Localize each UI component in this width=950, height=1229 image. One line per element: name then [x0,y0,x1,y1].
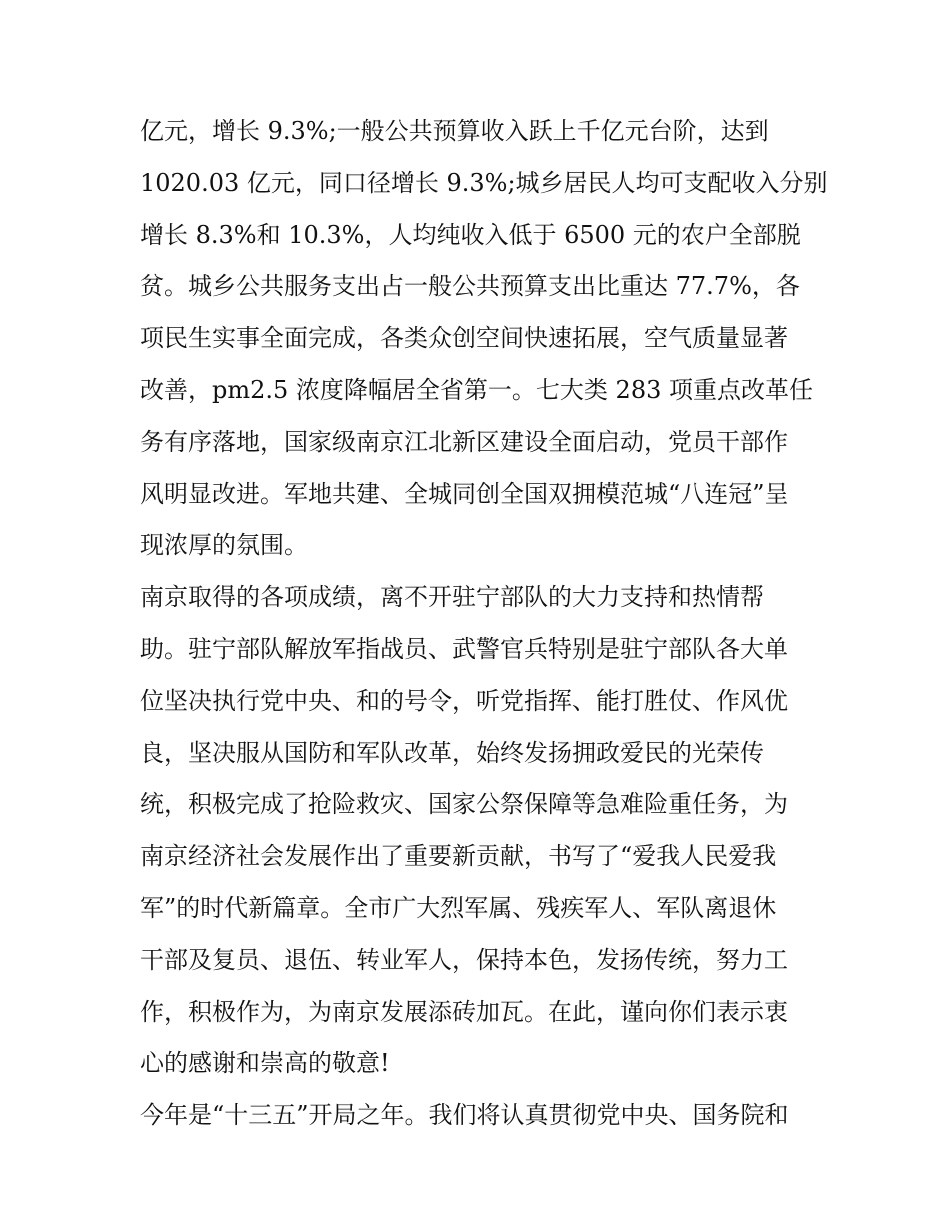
text-line: 心的感谢和崇高的敬意! [140,1049,390,1078]
text-line: 务有序落地，国家级南京江北新区建设全面启动，党员干部作 [140,427,788,456]
paragraph-1 [140,106,828,572]
document-body [140,106,828,1142]
text-line: 亿元，增长 9.3%;一般公共预算收入跃上千亿元台阶，达到 [140,117,769,145]
text-line: 南京取得的各项成绩，离不开驻宁部队的大力支持和热情帮 [140,583,764,612]
text-line: 军”的时代新篇章。全市广大烈军属、残疾军人、军队离退休 [140,893,777,922]
paragraph-2 [140,572,812,1090]
text-line: 1020.03 亿元，同口径增长 9.3%;城乡居民人均可支配收入分别 [140,168,828,197]
text-line: 今年是“十三五”开局之年。我们将认真贯彻党中央、国务院和 [140,1101,789,1130]
text-line: 风明显改进。军地共建、全城同创全国双拥模范城“八连冠”呈 [140,479,789,508]
text-line: 助。驻宁部队解放军指战员、武警官兵特别是驻宁部队各大单 [140,634,788,663]
text-line: 作，积极作为，为南京发展添砖加瓦。在此，谨向你们表示衷 [140,997,788,1026]
text-line: 现浓厚的氛围。 [140,531,308,560]
text-line: 良，坚决服从国防和军队改革，始终发扬拥政爱民的光荣传 [140,738,764,767]
text-line: 项民生实事全面完成，各类众创空间快速拓展，空气质量显著 [140,324,788,353]
text-line: 贫。城乡公共服务支出占一般公共预算支出比重达 77.7%，各 [140,272,800,301]
text-line: 改善，pm2.5 浓度降幅居全省第一。七大类 283 项重点改革任 [140,375,813,404]
text-line: 南京经济社会发展作出了重要新贡献，书写了“爱我人民爱我 [140,842,777,871]
text-line: 统，积极完成了抢险救灾、国家公祭保障等急难险重任务，为 [140,790,788,819]
paragraph-3 [140,1090,812,1142]
text-line: 位坚决执行党中央、和的号令，听党指挥、能打胜仗、作风优 [140,686,788,715]
text-line: 干部及复员、退伍、转业军人，保持本色，发扬传统，努力工 [140,945,788,974]
text-line: 增长 8.3%和 10.3%，人均纯收入低于 6500 元的农户全部脱 [140,220,801,249]
